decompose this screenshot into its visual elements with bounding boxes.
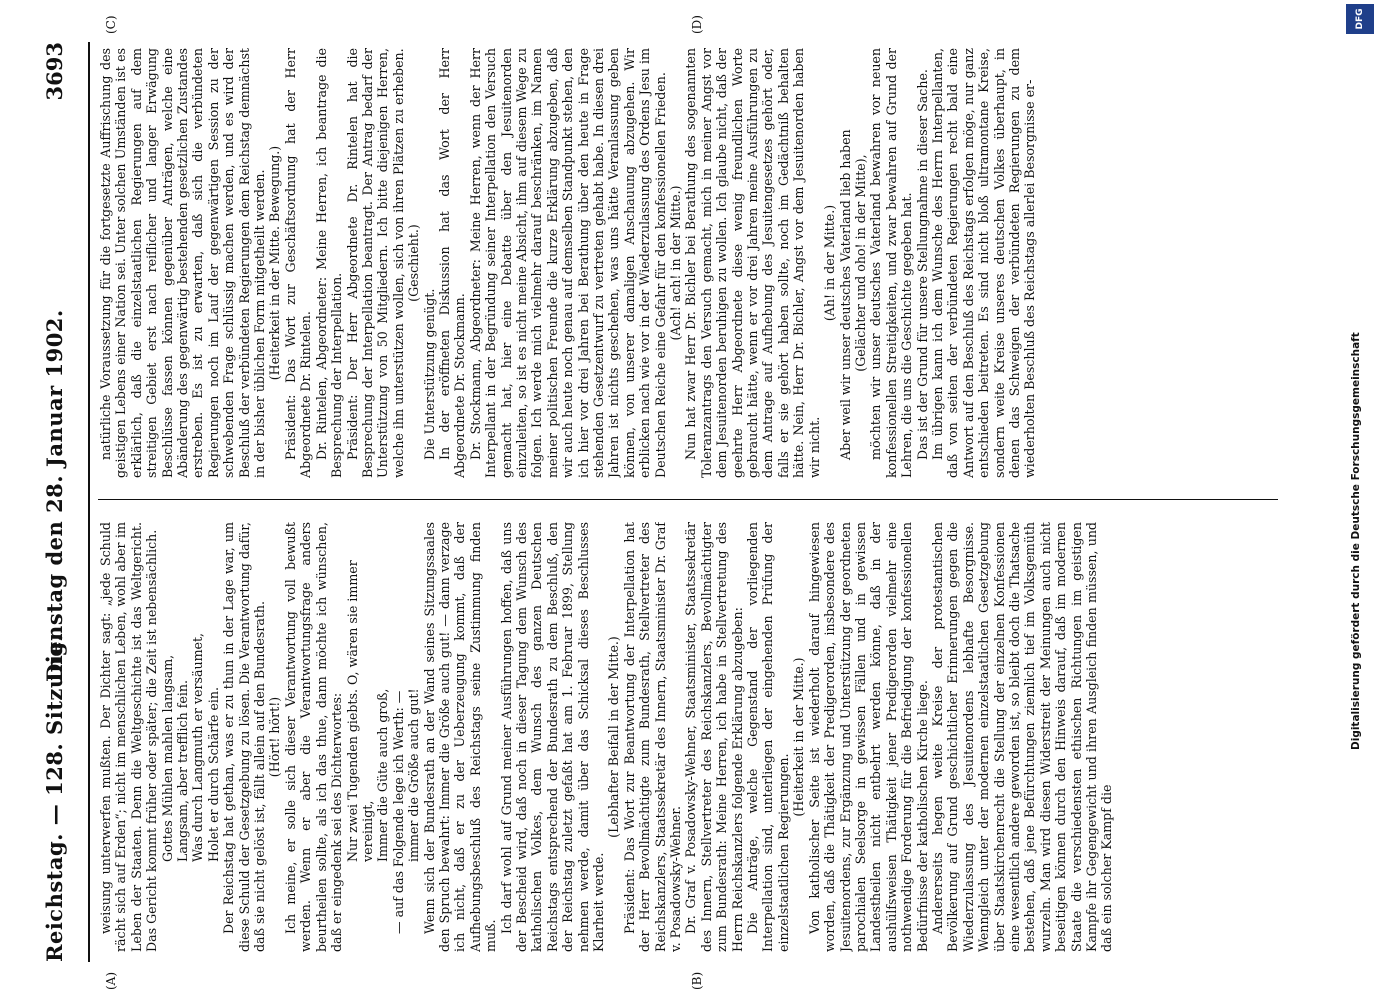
column-divider [98, 499, 1278, 500]
paragraph: Dr. Stockmann, Abgeordneter: Meine Herren, wenn der Herr Interpellant in der Begründung seiner Interpellation den Versuch gemacht hat, hier eine Debatte über den Jesuitenorden einzuleiten, so ist es nicht meine Absicht, ihm auf diesem Wege zu folgen. Ich werde mich vielmehr darauf beschränken, im Namen meiner politischen Freunde die kurze Erklärung abzugeben, daß wir auch heute noch genau auf demselben Standpunkt stehen, den ich hier vor drei Jahren bei Berathung über den heute in Frage stehenden Gesetzentwurf zu vertreten gehabt habe. In diesen drei Jahren ist nichts geschehen, was uns hätte Veranlassung geben können, von unserer damaligen Anschauung abzugehen. Wir erblicken nach wie vor in der Wiederzulassung des Ordens Jesu im Deutschen Reiche eine Gefahr für den konfessionellen Frieden. [467, 48, 668, 478]
paragraph: — auf das Folgende lege ich Werth: — [390, 690, 406, 934]
margin-marker-a: (A) [104, 971, 118, 990]
interjection: (Gelächter und oho! in der Mitte), [852, 154, 868, 372]
right-column [98, 48, 1278, 478]
paragraph: Ich meine, er solle sich dieser Verantwortung voll bewußt werden. Wenn er aber die Verantwortungsfrage anders beurtheilen sollte, als ich das thue, dann möchte ich wünschen, daß er eingedenk sei des Dichterwortes: [282, 522, 345, 952]
verse-line: Gottes Mühlen mahlen langsam, [159, 654, 175, 862]
verse-line: Holet er durch Schärfe ein. [205, 687, 221, 862]
interjection: (Geschieht.) [406, 224, 422, 302]
paragraph: Präsident: Das Wort zur Geschäftsordnung hat der Herr Abgeordnete Dr. Rintelen. [282, 48, 314, 478]
header-date: Dienstag den 28. Januar 1902. [42, 309, 67, 682]
paragraph: möchten wir unser deutsches Vaterland bewahren vor neuen konfessionellen Streitigkeiten, und zwar bewahren auf Grund der Lehren, die uns die Geschichte gegeben hat. [868, 48, 915, 478]
paragraph: Nun hat zwar Herr Dr. Bichler bei Berathung des sogenannten Toleranzantrags den Versuch gemacht, mich in meiner Angst vor dem Jesuitenorden beruhigen zu wollen. Ich glaube nicht, daß der geehrte Herr Abgeordnete diese wenig freundlichen Worte gebraucht hätte, wenn er vor drei Jahren meine Ausführungen zu dem Antrage auf Aufhebung des Jesuitengesetzes gehört oder, falls er sie gehört haben sollte, noch im Gedächtniß behalten hätte. Nein, Herr Dr. Bichler, Angst vor dem Jesuitenorden haben wir nicht. [683, 48, 822, 478]
paragraph: weisung unterwerfen mußten. Der Dichter sagt: „jede Schuld rächt sich auf Erden“; nicht im menschlichen Leben, wohl aber im Leben der Staaten. Denn die Weltgeschichte ist das Weltgericht. Das Gericht kommt früher oder später; die Zeit ist nebensächlich. [98, 522, 160, 952]
verse-line: Nur zwei Tugenden giebts. O, wären sie immer vereinigt, [344, 560, 375, 862]
paragraph: natürliche Voraussetzung für die fortgesetzte Auffrischung des geistigen Lebens einer Nation sei. Unter solchen Umständen ist es erklärlich, daß die einzelstaatlichen Regierungen auf dem streitigen Gebiet erst nach reiflicher und langer Erwägung Beschlüsse fassen können gegenüber Anträgen, welche eine Abänderung des gegenwärtig bestehenden gesetzlichen Zustandes erstreben. Es ist zu erwarten, daß sich die verbündeten Regierungen noch im Lauf der gegenwärtigen Session zu der schwebenden Frage schlüssig machen werden, und es wird der Beschluß der verbündeten Regierungen dem Reichstag demnächst in der bisher üblichen Form mitgetheilt werden. [98, 48, 268, 478]
dfg-logo: DFG [1346, 4, 1374, 34]
left-column [98, 522, 1278, 952]
paragraph: Dr. Graf v. Posadowsky-Wehner, Staatsminister, Staatssekretär des Innern, Stellvertreter des Reichskanzlers, Bevollmächtigter zum Bundesrath: Meine Herren, ich habe in Stellvertretung des Herrn Reichskanzlers folgende Erklärung abzugeben: [683, 522, 745, 952]
digitization-credit: Digitalisierung gefördert durch die Deutsche Forschungsgemeinschaft [1350, 332, 1362, 750]
verse-line: immer die Größe auch gut! [406, 688, 422, 862]
paragraph: Der Reichstag hat gethan, was er zu thun in der Lage war, um diese Schuld der Gesetzgebung zu lösen. Die Verantwortung dafür, daß sie nicht gelöst ist, fällt allein auf den Bundesrath. [221, 522, 268, 952]
interjection: (Lebhafter Beifall in der Mitte.) [606, 636, 622, 838]
page-number: 3693 [42, 42, 67, 101]
paragraph: Andererseits hegen weite Kreise der protestantischen Bevölkerung auf Grund geschichtlicher Erinnerungen gegen die Wiederzulassung des Jesuitenordens lebhafte Besorgnisse. Wenngleich unter der modernen einzelstaatlichen Gesetzgebung über Staatskirchenrecht die Stellung der einzelnen Konfessionen eine wesentlich andere geworden ist, so bleibt doch die Thatsache bestehen, daß jene Befürchtungen ziemlich tief im Volksgemüth wurzeln. Man wird diesen Widerstreit der Meinungen auch nicht beseitigen können durch den Hinweis darauf, daß im modernen Staate die verschiedensten ethischen Richtungen im geistigen Kampfe ihr Gegengewicht und ihren Ausgleich finden müssen, und daß ein solcher Kampf die [929, 522, 1115, 952]
paragraph: Die Unterstützung genügt. [421, 288, 437, 460]
verse-line: Immer die Güte auch groß, [375, 688, 391, 862]
interjection: (Hört! hört!) [267, 696, 283, 778]
interjection: (Heiterkeit in der Mitte.) [791, 657, 807, 817]
margin-marker-c: (C) [104, 15, 118, 34]
header-left: Reichstag. — 128. Sitzung. [42, 633, 67, 962]
paragraph: Dr. Rintelen, Abgeordneter: Meine Herren, ich beantrage die Besprechung der Interpellation. [313, 48, 345, 478]
verse-line: Langsam, aber trefflich fein. [175, 680, 191, 862]
margin-marker-d: (D) [690, 15, 704, 34]
paragraph: Im übrigen kann ich dem Wunsche des Herrn Interpellanten, daß von seiten der verbündeten Regierungen recht bald eine Antwort auf den Beschluß des Reichstags erfolgen möge, nur ganz entschieden beitreten. Es sind nicht bloß ultramontane Kreise, sondern weite Kreise unseres deutschen Volkes überhaupt, in denen das Schweigen der verbündeten Regierungen zu dem wiederholten Beschluß des Reichstags allerlei Besorgnisse er- [929, 48, 1038, 478]
interjection: (Ah! in der Mitte.) [822, 204, 838, 322]
paragraph: Ich darf wohl auf Grund meiner Ausführungen hoffen, daß uns der Bescheid wird, daß noch in dieser Tagung dem Wunsch des katholischen Volkes, dem Wunsch des ganzen Deutschen Reichstags entsprechend der Bundesrath zu dem Beschluß, den der Reichstag zuletzt gefaßt hat am 1. Februar 1899, Stellung nehmen werde, damit über das Schicksal dieses Beschlusses Klarheit werde. [498, 522, 606, 952]
paragraph: Wenn sich der Bundesrath an der Wand seines Sitzungssaales den Spruch bewahrt: Immer die Größe auch gut! — dann verzage ich nicht, daß er zu der Ueberzeugung kommt, daß der Aufhebungsbeschluß des Reichstags seine Zustimmung finden muß. [421, 522, 499, 952]
paragraph: Von katholischer Seite ist wiederholt darauf hingewiesen worden, daß die Thätigkeit der Predigerorden, insbesondere des Jesuitenordens, zur Ergänzung und Unterstützung der geordneten parochialen Seelsorge in gewissen Fällen und in gewissen Landestheilen nicht entbehrt werden könne, daß in der aushülfsweisen Thätigkeit jener Predigerorden vielmehr eine nothwendige Forderung für die Befriedigung der konfessionellen Bedürfnisse der katholischen Kirche liege. [806, 522, 930, 952]
paragraph: Präsident: Das Wort zur Beantwortung der Interpellation hat der Herr Bevollmächtigte zum Bundesrath, Stellvertreter des Reichskanzlers, Staatssekretär des Innern, Staatsminister Dr. Graf v. Posadowsky-Wehner. [621, 522, 684, 952]
paragraph: Das ist der Grund für unsere Stellungnahme in dieser Sache. [914, 69, 930, 460]
interjection: (Ach! ach! in der Mitte.) [668, 185, 684, 341]
paragraph: Aber weil wir unser deutsches Vaterland lieb haben [837, 129, 853, 460]
margin-marker-b: (B) [690, 971, 704, 990]
interjection: (Heiterkeit in der Mitte. Bewegung.) [267, 145, 283, 381]
paragraph: Präsident: Der Herr Abgeordnete Dr. Rintelen hat die Besprechung der Interpellation beantragt. Der Antrag bedarf der Unterstützung von 50 Mitgliedern. Ich bitte diejenigen Herren, welche ihn unterstützen wollen, sich von ihren Plätzen zu erheben. [344, 48, 406, 478]
page-header [18, 42, 90, 962]
verse-line: Was durch Langmuth er versäumet, [190, 632, 206, 862]
paragraph: In der eröffneten Diskussion hat das Wort der Herr Abgeordnete Dr. Stockmann. [436, 48, 468, 478]
paragraph: Die Anträge, welche Gegenstand der vorliegenden Interpellation sind, unterliegen der eingehenden Prüfung der einzelstaatlichen Regierungen. [745, 522, 791, 952]
